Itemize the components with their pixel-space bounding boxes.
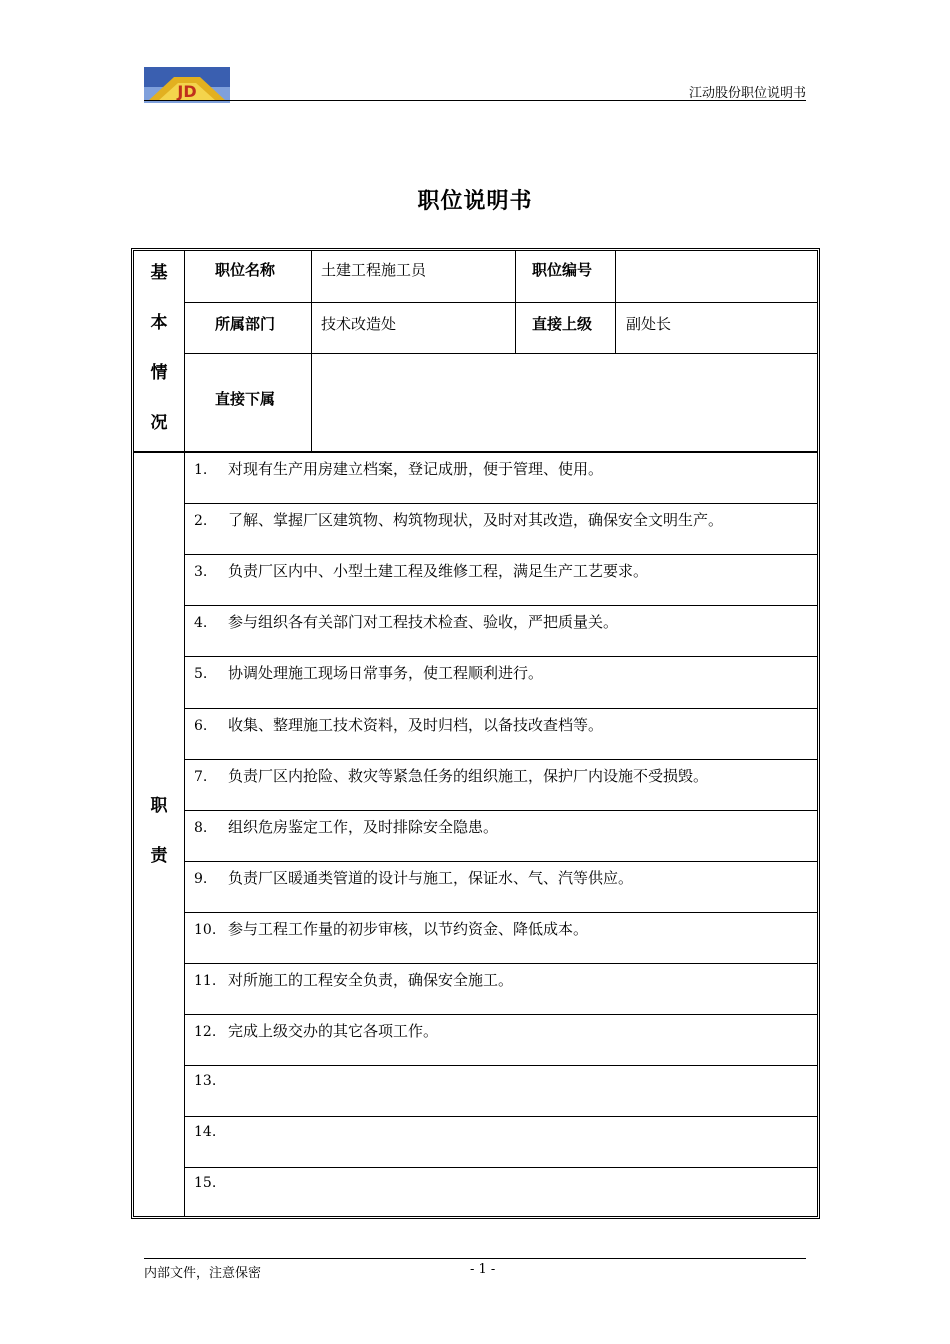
duty-item: [194, 1071, 228, 1089]
company-logo-icon: [144, 67, 230, 103]
duty-row-divider: [184, 963, 817, 964]
duty-number: 1.: [194, 462, 208, 478]
duty-text: 参与工程工作量的初步审核，以节约资金、降低成本。: [228, 919, 589, 938]
department-value: 技术改造处: [321, 315, 397, 333]
page-number: - 1 -: [470, 1262, 496, 1277]
confidential-note: 内部文件，注意保密: [144, 1266, 262, 1281]
duty-text: 对现有生产用房建立档案，登记成册，便于管理、使用。: [228, 460, 604, 478]
duty-number: 7.: [194, 768, 208, 785]
duty-item: [194, 662, 543, 683]
department-label: 所属部门: [215, 315, 276, 333]
duty-row-divider: [184, 656, 817, 657]
duty-number: 11.: [194, 973, 217, 989]
duty-item: [194, 867, 633, 888]
duty-text: 负责厂区内中、小型土建工程及维修工程，满足生产工艺要求。: [228, 562, 649, 581]
basic-section-char: 情: [150, 363, 168, 383]
company-logo: [144, 67, 230, 103]
duty-row-divider: [184, 810, 817, 811]
duty-row-divider: [184, 1014, 817, 1015]
subordinate-label: 直接下属: [215, 390, 276, 408]
duties-section-char: 责: [150, 846, 168, 866]
duty-row-divider: [184, 861, 817, 862]
duty-row-divider: [184, 1116, 817, 1117]
section-divider: [134, 451, 817, 453]
duty-text: 对所施工的工程安全负责，确保安全施工。: [228, 971, 514, 989]
footer-divider: [144, 1258, 806, 1259]
duty-row-divider: [184, 759, 817, 760]
duty-item: [194, 714, 603, 735]
duty-row-divider: [184, 1167, 817, 1168]
duty-row-divider: [184, 912, 817, 913]
duty-row-divider: [184, 1065, 817, 1066]
duty-item: [194, 765, 708, 786]
duty-row-divider: [184, 503, 817, 504]
duty-item: [194, 969, 513, 990]
superior-label: 直接上级: [532, 315, 593, 333]
row-divider: [184, 302, 817, 303]
duty-number: 8.: [194, 819, 208, 836]
duty-row-divider: [184, 605, 817, 606]
duty-text: 负责厂区内抢险、救灾等紧急任务的组织施工，保护厂内设施不受损毁。: [228, 766, 709, 785]
duty-number: 14.: [194, 1124, 217, 1141]
header-divider: [144, 100, 806, 101]
duty-text: 完成上级交办的其它各项工作。: [228, 1022, 439, 1041]
position-code-label: 职位编号: [532, 261, 593, 279]
duty-text: 负责厂区暖通类管道的设计与施工，保证水、气、汽等供应。: [228, 868, 634, 887]
position-name-label: 职位名称: [215, 261, 276, 279]
basic-section-char: 基: [150, 263, 168, 283]
basic-section-char: 况: [150, 413, 168, 433]
duty-item: [194, 1122, 228, 1140]
duty-number: 5.: [194, 666, 208, 683]
col-divider-section: [184, 251, 185, 1216]
duty-item: [194, 611, 618, 632]
duty-item: [194, 816, 498, 837]
duty-item: [194, 1173, 228, 1191]
duty-item: [194, 560, 648, 581]
duty-number: 2.: [194, 513, 208, 530]
duty-row-divider: [184, 554, 817, 555]
duty-number: 4.: [194, 615, 208, 632]
document-series-title: 江动股份职位说明书: [688, 86, 806, 101]
duty-number: 6.: [194, 717, 208, 734]
duty-number: 10.: [194, 921, 217, 938]
duty-number: 13.: [194, 1073, 217, 1090]
duty-number: 15.: [194, 1175, 217, 1192]
duty-number: 3.: [194, 564, 208, 581]
position-name-value: 土建工程施工员: [321, 261, 427, 279]
page-title: 职位说明书: [417, 189, 533, 214]
duties-section-char: 职: [150, 796, 168, 816]
duty-text: 收集、整理施工技术资料，及时归档，以备技改查档等。: [228, 715, 604, 734]
duty-item: [194, 918, 588, 939]
duty-number: 9.: [194, 870, 208, 887]
row-divider: [184, 353, 817, 354]
duty-item: [194, 509, 723, 530]
duty-item: [194, 458, 603, 479]
logo-letters: JD: [177, 82, 197, 101]
duty-text: 组织危房鉴定工作，及时排除安全隐患。: [228, 817, 499, 836]
duty-row-divider: [184, 708, 817, 709]
duty-text: 了解、掌握厂区建筑物、构筑物现状，及时对其改造，确保安全文明生产。: [228, 511, 724, 530]
duty-text: 协调处理施工现场日常事务，使工程顺利进行。: [228, 664, 544, 683]
col-divider-label: [311, 251, 312, 451]
duty-number: 12.: [194, 1024, 217, 1041]
duty-item: [194, 1020, 438, 1041]
basic-section-char: 本: [150, 313, 168, 333]
superior-value: 副处长: [626, 315, 672, 333]
duty-text: 参与组织各有关部门对工程技术检查、验收，严把质量关。: [228, 613, 619, 632]
